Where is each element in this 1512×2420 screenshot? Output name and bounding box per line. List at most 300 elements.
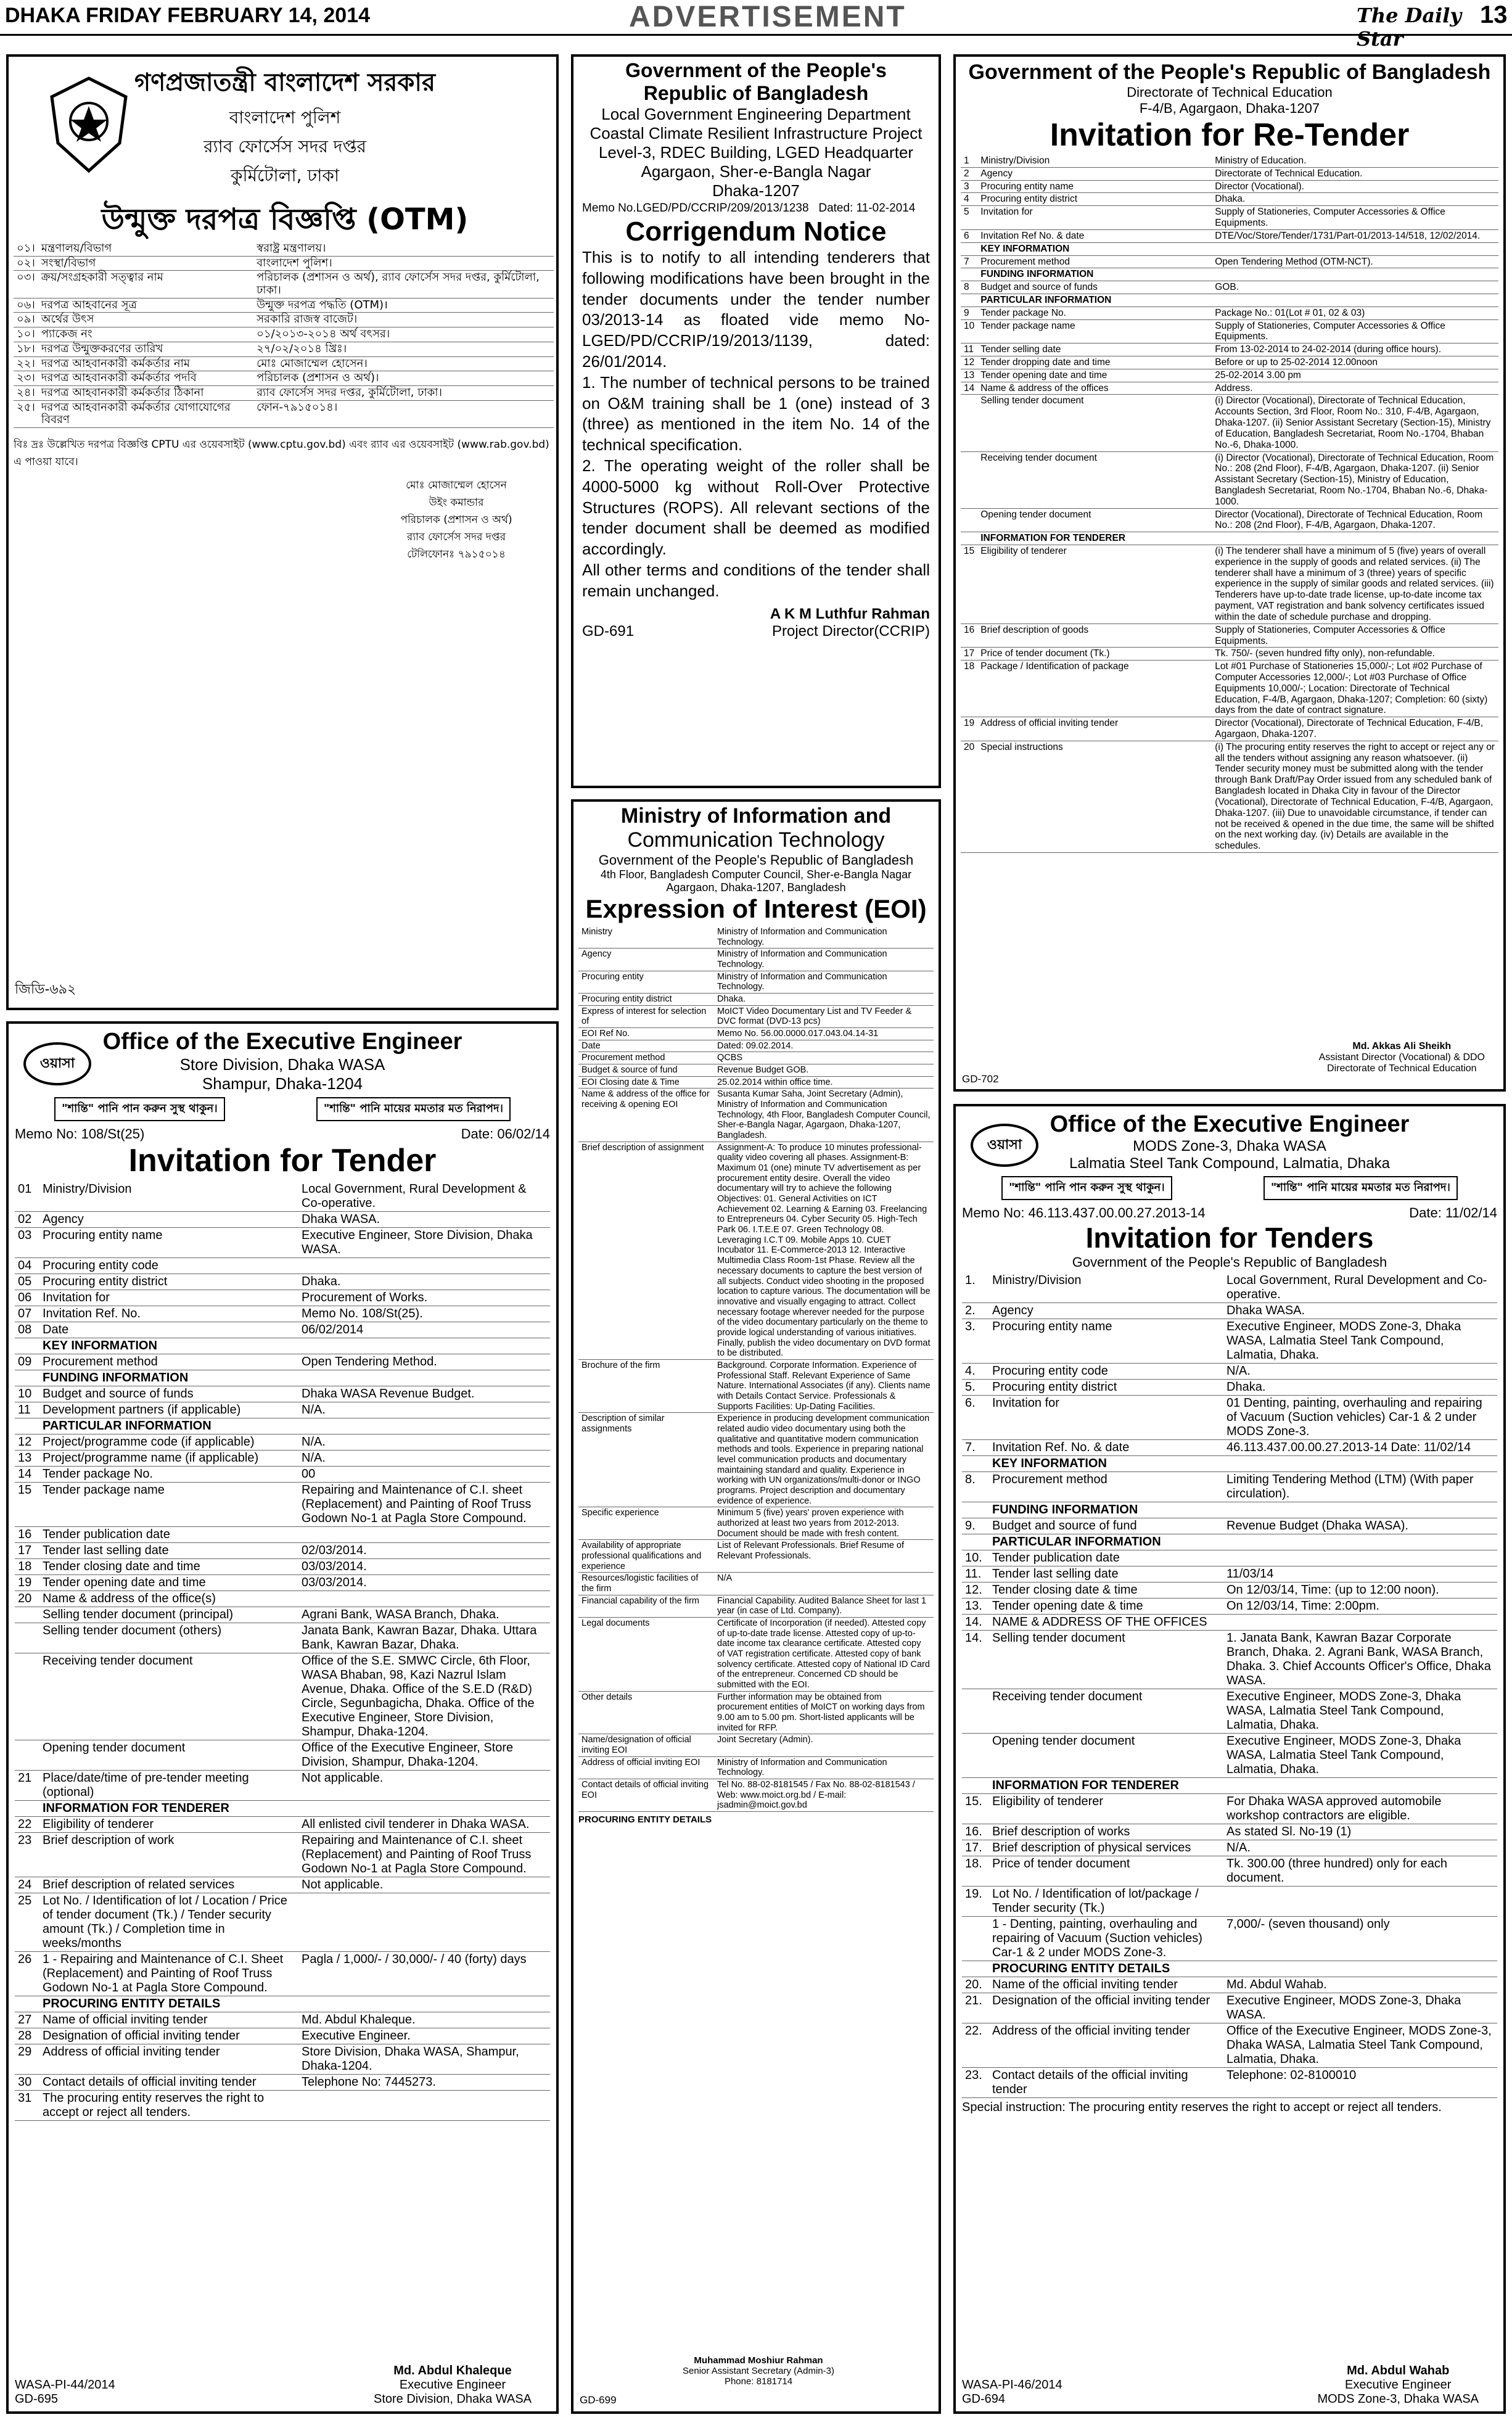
table-cell: PARTICULAR INFORMATION <box>989 1534 1223 1550</box>
table-row <box>15 2012 550 2028</box>
table-cell: 4 <box>961 193 977 206</box>
table-cell: Md. Abdul Wahab. <box>1223 1977 1497 1993</box>
table-cell: 01 Denting, painting, overhauling and repairing of Vacuum (Suction vehicles) Car-1 & 2 under MODS Zone-3. <box>1223 1396 1497 1440</box>
table-cell: Contact details of official inviting EOI <box>578 1779 714 1812</box>
table-cell <box>298 1338 550 1354</box>
section-title: ADVERTISEMENT <box>629 1 906 33</box>
table-row <box>961 307 1498 319</box>
table-cell: Date <box>578 1040 714 1052</box>
dte-line1: Directorate of Technical Education <box>1127 84 1333 100</box>
table-cell: Ministry of Information and Communication Technology. <box>714 949 934 971</box>
police-note: বিঃ দ্রঃ উল্লেখিত দরপত্র বিজ্ঞপ্তি CPTU এর ওয়েবসাইট (www.cptu.gov.bd) এবং র‌্যাব এর ওয়েবসাইট (www.rab.gov.bd) এ পাওয়া যাবে। <box>14 438 549 468</box>
table-row <box>15 1258 550 1274</box>
table-cell: 1 - Denting, painting, overhauling and repairing of Vacuum (Suction vehicles) Car-1 & 2 under MODS Zone-3. <box>989 1917 1223 1961</box>
lged-signer: A K M Luthfur Rahman <box>770 605 930 622</box>
table-cell <box>961 242 977 255</box>
table-row <box>578 1028 934 1040</box>
police-table <box>14 242 554 428</box>
table-row <box>962 1303 1497 1319</box>
table-row <box>14 298 554 313</box>
table-cell <box>15 1607 39 1623</box>
table-cell: 12 <box>961 356 977 369</box>
table-row <box>962 1396 1497 1440</box>
table-cell: Executive Engineer, MODS Zone-3, Dhaka WASA, Lalmatia Steel Tank Compound, Lalmatia, Dhaka. <box>1223 1319 1497 1364</box>
table-cell: Legal documents <box>578 1618 714 1692</box>
moict-code: GD-699 <box>580 2394 617 2406</box>
table-cell: 18 <box>15 1559 39 1575</box>
table-cell: 13. <box>962 1599 989 1615</box>
table-cell: FUNDING INFORMATION <box>989 1502 1223 1518</box>
table-cell: 21. <box>962 1993 989 2023</box>
table-cell: Executive Engineer. <box>298 2028 550 2044</box>
table-row <box>962 1824 1497 1840</box>
table-cell: Designation of the official inviting tender <box>989 1993 1223 2023</box>
table-cell: (i) Director (Vocational), Directorate of Technical Education, Room No.: 208 (2nd Floor), F-4/B, Agargaon, Dhaka-1207. (ii) Senior Assistant Secretary (Section-15), Ministry of Education, Bangladesh Secretariat, Room No.-1704, Bhaban No.-6, Dhaka-1000. <box>1212 451 1498 508</box>
table-cell: 30 <box>15 2075 39 2091</box>
table-cell <box>961 451 977 508</box>
table-row <box>578 1076 934 1089</box>
table-row <box>962 1840 1497 1856</box>
table-row <box>15 1996 550 2012</box>
signature-line: পরিচালক (প্রশাসন ও অর্থ) <box>400 513 512 526</box>
table-cell: Dhaka. <box>1212 193 1498 206</box>
table-cell: 13 <box>15 1451 39 1467</box>
table-cell: 09 <box>15 1354 39 1370</box>
table-row <box>15 2044 550 2075</box>
table-cell: উন্মুক্ত দরপত্র পদ্ধতি (OTM)। <box>253 298 554 313</box>
table-cell: Executive Engineer, MODS Zone-3, Dhaka WASA, Lalmatia Steel Tank Compound, Lalmatia, Dhaka. <box>1223 1689 1497 1734</box>
table-cell <box>298 1801 550 1817</box>
table-cell: 04 <box>15 1258 39 1274</box>
table-cell: Tk. 750/- (seven hundred fifty only), non-refundable. <box>1212 648 1498 661</box>
table-cell <box>1212 268 1498 281</box>
table-row <box>578 1691 934 1734</box>
table-cell: Ministry/Division <box>977 155 1212 167</box>
table-cell: 26 <box>15 1952 39 1996</box>
table-cell: N/A. <box>298 1402 550 1418</box>
table-row <box>15 1591 550 1607</box>
table-cell: 08 <box>15 1322 39 1338</box>
table-cell: Tender closing date & time <box>989 1582 1223 1599</box>
table-row <box>961 532 1498 545</box>
table-cell: ০১/২০১৩-২০১৪ অর্থ বৎসর। <box>253 327 554 342</box>
table-cell: From 13-02-2014 to 24-02-2014 (during office hours). <box>1212 344 1498 356</box>
table-cell: Minimum 5 (five) years' proven experience with authorized at least two years from 2012-2013. Document should be made with fresh content. <box>714 1507 934 1540</box>
table-cell: Lot #01 Purchase of Stationeries 15,000/-; Lot #02 Purchase of Computer Accessories 12,000/-; Lot #03 Purchase of Office Equipments 10,000/-; Location: Directorate of Technical Education, F-4/B, Agargaon, Dhaka-1207; Completion: 60 (sixty) days from the date of contract signature. <box>1212 661 1498 717</box>
police-title: গণপ্রজাতন্ত্রী বাংলাদেশ সরকার <box>134 68 435 97</box>
police-line4: কুর্মিটোলা, ঢাকা <box>230 165 340 186</box>
table-row <box>578 1595 934 1617</box>
table-cell: Lot No. / Identification of lot / Location / Price of tender document (Tk.) / Tender security amount (Tk.) / Completion time in weeks/months <box>39 1893 298 1952</box>
table-row <box>15 1386 550 1402</box>
table-cell: Dhaka. <box>298 1274 550 1290</box>
table-cell: Specific experience <box>578 1507 714 1540</box>
table-cell: 19 <box>961 717 977 741</box>
table-cell <box>961 294 977 307</box>
moict-line1: Government of the People's Republic of Bangladesh <box>598 852 914 868</box>
table-cell: Invitation for <box>39 1290 298 1306</box>
table-cell: N/A <box>714 1573 934 1595</box>
wasa2-slogan2: "শান্তি" পানি মায়ের মমতার মত নিরাপদ। <box>1263 1176 1458 1200</box>
table-cell: 15 <box>961 545 977 624</box>
table-cell <box>1223 1550 1497 1566</box>
table-cell: Tender closing date and time <box>39 1559 298 1575</box>
table-row <box>15 1274 550 1290</box>
table-cell <box>15 1996 39 2012</box>
table-cell: As stated Sl. No-19 (1) <box>1223 1824 1497 1840</box>
table-cell <box>1212 532 1498 545</box>
table-cell: Procuring entity district <box>39 1274 298 1290</box>
table-row <box>962 1631 1497 1689</box>
moict-title2: Communication Technology <box>627 828 885 852</box>
table-row <box>15 1543 550 1559</box>
table-row <box>15 1817 550 1833</box>
wasa2-signer: Md. Abdul Wahab <box>1347 2364 1450 2377</box>
table-cell: Brief description of work <box>39 1833 298 1877</box>
table-row <box>15 1771 550 1801</box>
table-row <box>14 356 554 371</box>
table-cell <box>298 1418 550 1434</box>
table-row <box>961 395 1498 451</box>
table-cell <box>298 1527 550 1543</box>
table-cell: KEY INFORMATION <box>39 1338 298 1354</box>
table-cell <box>298 1370 550 1386</box>
table-row <box>15 1653 550 1740</box>
table-cell: Package No.: 01(Lot # 01, 02 & 03) <box>1212 307 1498 319</box>
table-cell <box>961 268 977 281</box>
table-cell: Selling tender document <box>977 395 1212 451</box>
dte-signer-title: Assistant Director (Vocational) & DDO <box>1318 1052 1485 1063</box>
table-cell: Agency <box>578 949 714 971</box>
table-cell: দরপত্র আহবানকারী কর্মকর্তার ঠিকানা <box>38 385 253 400</box>
table-cell: Ministry <box>578 926 714 949</box>
table-cell: 05 <box>15 1274 39 1290</box>
table-cell: 1. Janata Bank, Kawran Bazar Corporate Branch, Dhaka. 2. Agrani Bank, WASA Branch, Dhaka. 3. Chief Accounts Officer's Office, Dhaka WASA. <box>1223 1631 1497 1689</box>
table-cell: 02/03/2014. <box>298 1543 550 1559</box>
table-cell: Memo No. 108/St(25). <box>298 1306 550 1322</box>
table-cell: 10 <box>961 319 977 344</box>
table-cell: Brief description of goods <box>977 624 1212 648</box>
table-cell: Procuring entity district <box>578 994 714 1006</box>
table-row <box>962 1502 1497 1518</box>
table-cell: Tender package name <box>39 1483 298 1527</box>
table-cell: 25.02.2014 within office time. <box>714 1076 934 1089</box>
wasa2-slogan1: "শান্তি" পানি পান করুন সুস্থ থাকুন। <box>1001 1176 1172 1200</box>
table-cell: 11. <box>962 1566 989 1582</box>
moict-section: PROCURING ENTITY DETAILS <box>578 1814 712 1825</box>
table-row <box>962 1917 1497 1961</box>
table-cell <box>962 1534 989 1550</box>
table-row <box>961 382 1498 395</box>
table-cell: Budget and source of funds <box>977 281 1212 294</box>
table-cell: 17 <box>961 648 977 661</box>
wasa-logo-icon <box>23 1042 91 1085</box>
table-cell: 16 <box>961 624 977 648</box>
table-cell: (i) The procuring entity reserves the right to accept or reject any or all the tenders without assigning any reason whatsoever. (ii) Tender security money must be submitted along with the tender through Bank Draft/Pay Order issued from any scheduled bank of Bangladesh located in Dhaka City in favour of the Director (Vocational), Directorate of Technical Education, F-4/B, Agargaon, Dhaka-1207. (iii) Due to unavoidable circumstance, if tender can not be received & opened in the due time, the same will be shifted on the next working day. (iv) Details are available in the schedules. <box>1212 741 1498 852</box>
table-row <box>15 1402 550 1418</box>
table-row <box>962 1794 1497 1824</box>
table-row <box>14 400 554 427</box>
table-cell: 06 <box>15 1290 39 1306</box>
table-cell: Tender last selling date <box>39 1543 298 1559</box>
table-cell: Name & address of the offices <box>977 382 1212 395</box>
table-row <box>15 1952 550 1996</box>
table-row <box>14 385 554 400</box>
table-cell: 03 <box>15 1228 39 1258</box>
table-cell: Not applicable. <box>298 1771 550 1801</box>
table-cell: Opening tender document <box>977 508 1212 532</box>
table-cell: Brochure of the firm <box>578 1359 714 1412</box>
table-cell: On 12/03/14, Time: 2:00pm. <box>1223 1599 1497 1615</box>
dte-table <box>961 155 1498 853</box>
table-cell: KEY INFORMATION <box>977 242 1212 255</box>
table-row <box>962 1472 1497 1502</box>
table-row <box>961 356 1498 369</box>
table-row <box>961 229 1498 242</box>
rab-tender-ad <box>6 54 559 1010</box>
table-cell: Further information may be obtained from procurement entities of MoICT on working days from 9.00 am to 5.00 pm. Short-listed applicants will be invited for RFP. <box>714 1691 934 1734</box>
table-row <box>962 2068 1497 2098</box>
table-cell: Executive Engineer, Store Division, Dhaka WASA. <box>298 1228 550 1258</box>
dte-code: GD-702 <box>962 1073 999 1085</box>
table-row <box>578 926 934 949</box>
table-cell: Address. <box>1212 382 1498 395</box>
table-cell: Availability of appropriate professional qualifications and experience <box>578 1540 714 1573</box>
table-cell: 15 <box>15 1483 39 1527</box>
table-cell: Financial Capability. Audited Balance Sheet for last 1 year (in case of Ltd. Company). <box>714 1595 934 1617</box>
table-cell: 25 <box>15 1893 39 1952</box>
table-row <box>578 1005 934 1027</box>
table-row <box>15 1575 550 1591</box>
table-cell <box>1223 1615 1497 1631</box>
table-cell: Procurement method <box>39 1354 298 1370</box>
table-cell: Open Tendering Method (OTM-NCT). <box>1212 255 1498 268</box>
police-line3: র‌্যাব ফোর্সেস সদর দপ্তর <box>203 136 366 157</box>
wasa1-line2: Shampur, Dhaka-1204 <box>202 1074 363 1093</box>
table-cell: 18 <box>961 661 977 717</box>
table-cell <box>298 1591 550 1607</box>
table-cell: Tender opening date and time <box>977 369 1212 382</box>
table-cell: Executive Engineer, MODS Zone-3, Dhaka WASA. <box>1223 1993 1497 2023</box>
lged-title1: Government of the People's <box>625 59 887 81</box>
lged-line5: Dhaka-1207 <box>712 181 800 200</box>
moict-heading: Expression of Interest (EOI) <box>585 894 927 923</box>
table-cell: Tender last selling date <box>989 1566 1223 1582</box>
table-cell: Date <box>39 1322 298 1338</box>
table-cell <box>15 1653 39 1740</box>
wasa2-logo-text: ওয়াসা <box>987 1137 1022 1153</box>
table-cell: 27 <box>15 2012 39 2028</box>
table-row <box>15 1322 550 1338</box>
table-cell: Ministry of Information and Communication Technology. <box>714 926 934 949</box>
table-cell: Selling tender document (others) <box>39 1623 298 1653</box>
table-cell: Tender publication date <box>39 1527 298 1543</box>
table-row <box>578 1052 934 1064</box>
moict-eoi-ad <box>571 799 941 2414</box>
table-cell: Supply of Stationeries, Computer Accessories & Office Equipments. <box>1212 319 1498 344</box>
table-row <box>578 1734 934 1756</box>
table-row <box>578 994 934 1006</box>
table-cell <box>1223 1534 1497 1550</box>
table-cell: 6 <box>961 229 977 242</box>
table-row <box>961 451 1498 508</box>
table-row <box>15 1228 550 1258</box>
table-cell: Agency <box>977 167 1212 180</box>
table-cell: 20 <box>15 1591 39 1607</box>
table-cell: Selling tender document (principal) <box>39 1607 298 1623</box>
table-cell: Not applicable. <box>298 1877 550 1893</box>
table-row <box>962 1456 1497 1472</box>
lged-signer-title: Project Director(CCRIP) <box>771 622 930 640</box>
wasa-store-ad <box>6 1021 559 2414</box>
table-cell: Procurement method <box>977 255 1212 268</box>
table-cell: Receiving tender document <box>39 1653 298 1740</box>
table-row <box>962 1856 1497 1887</box>
table-row <box>578 1413 934 1507</box>
table-cell: PARTICULAR INFORMATION <box>39 1418 298 1434</box>
table-cell <box>961 508 977 532</box>
table-cell: Before or up to 25-02-2014 12.00noon <box>1212 356 1498 369</box>
table-row <box>962 1380 1497 1396</box>
table-cell: Address of the official inviting tender <box>989 2023 1223 2068</box>
table-row <box>961 545 1498 624</box>
table-cell: Dhaka. <box>1223 1380 1497 1396</box>
table-cell: Dhaka. <box>714 994 934 1006</box>
table-cell: পরিচালক (প্রশাসন ও অর্থ)। <box>253 371 554 386</box>
table-cell: PROCURING ENTITY DETAILS <box>39 1996 298 2012</box>
table-row <box>962 1599 1497 1615</box>
table-cell: 19 <box>15 1575 39 1591</box>
table-row <box>962 1582 1497 1599</box>
table-cell: FUNDING INFORMATION <box>977 268 1212 281</box>
table-cell: Certificate of Incorporation (if needed). Attested copy of up-to-date trade license. Attested copy of up-to-date income tax clearance certificate. Attested copy of VAT registration certificate. Attested copy of bank solvency certificate. Attested copy of National ID Card of the entrepreneur. Concerned CD should be submitted with the EOI. <box>714 1618 934 1692</box>
table-cell: Tender opening date & time <box>989 1599 1223 1615</box>
lged-line3: Level-3, RDEC Building, LGED Headquarter <box>598 143 914 162</box>
table-cell: Tender selling date <box>977 344 1212 356</box>
table-cell: Brief description of assignment <box>578 1142 714 1359</box>
page-number: 13 <box>1480 1 1508 28</box>
moict-signer: Muhammad Moshiur Rahman <box>694 2355 823 2366</box>
table-cell: র‌্যাব ফোর্সেস সদর দপ্তর, কুর্মিটোলা, ঢাকা। <box>253 385 554 400</box>
table-row <box>962 2023 1497 2068</box>
table-cell: Memo No. 56.00.0000.017.043.04.14-31 <box>714 1028 934 1040</box>
table-cell: 10. <box>962 1550 989 1566</box>
table-cell: Invitation for <box>989 1396 1223 1440</box>
table-cell: Procurement method <box>578 1052 714 1064</box>
table-cell: মোঃ মোজাম্মেল হোসেন। <box>253 356 554 371</box>
table-cell <box>962 1456 989 1472</box>
table-cell: Address of official inviting tender <box>39 2044 298 2075</box>
table-row <box>962 1566 1497 1582</box>
signature-line: র‌্যাব ফোর্সেস সদর দপ্তর <box>406 530 506 543</box>
table-cell: Procuring entity <box>578 971 714 993</box>
table-cell: Receiving tender document <box>989 1689 1223 1734</box>
table-cell: Place/date/time of pre-tender meeting (optional) <box>39 1771 298 1801</box>
table-row <box>14 242 554 256</box>
table-row <box>14 371 554 386</box>
table-cell: Invitation for <box>977 206 1212 230</box>
signature-line: টেলিফোনঃ ৭৯১৫০১৪ <box>407 548 506 561</box>
table-cell: Local Government, Rural Development & Co-operative. <box>298 1182 550 1212</box>
table-row <box>14 327 554 342</box>
wasa1-heading: Invitation for Tender <box>128 1143 437 1179</box>
table-cell: 9. <box>962 1518 989 1534</box>
table-row <box>578 1573 934 1595</box>
table-row <box>961 344 1498 356</box>
moict-line2: 4th Floor, Bangladesh Computer Council, Sher-e-Bangla Nagar <box>600 868 912 881</box>
table-cell: 23. <box>962 2068 989 2098</box>
table-row <box>961 206 1498 230</box>
signature-line: মোঃ মোজাম্মেল হোসেন <box>406 479 507 492</box>
lged-para2: 1. The number of technical persons to be trained on O&M training shall be 1 (one) instead of 3 (three) as mentioned in the item No. 14 of the technical specification. <box>582 372 930 455</box>
table-cell: Special instructions <box>977 741 1212 852</box>
table-cell <box>1223 1502 1497 1518</box>
table-cell: QCBS <box>714 1052 934 1064</box>
dte-retender-ad <box>953 54 1506 1092</box>
table-cell: Procuring entity code <box>989 1364 1223 1380</box>
table-cell: দরপত্র আহবানকারী কর্মকর্তার যোগাযোগের বিবরণ <box>38 400 253 427</box>
table-cell: Tender package name <box>977 319 1212 344</box>
table-row <box>961 294 1498 307</box>
table-row <box>961 167 1498 180</box>
table-cell: 11/03/14 <box>1223 1566 1497 1582</box>
table-row <box>962 1518 1497 1534</box>
table-cell: 28 <box>15 2028 39 2044</box>
table-cell: EOI Ref No. <box>578 1028 714 1040</box>
table-cell <box>1223 1456 1497 1472</box>
table-row <box>962 1977 1497 1993</box>
table-cell: Lot No. / Identification of lot/package / Tender security (Tk.) <box>989 1887 1223 1917</box>
table-row <box>962 1440 1497 1456</box>
table-cell: Eligibility of tenderer <box>39 1817 298 1833</box>
table-row <box>578 1359 934 1412</box>
table-cell: Repairing and Maintenance of C.I. sheet (Replacement) and Painting of Roof Truss Godown No-1 at Pagla Store Compound. <box>298 1483 550 1527</box>
table-row <box>962 1615 1497 1631</box>
police-signature <box>359 477 554 564</box>
table-row <box>962 1550 1497 1566</box>
table-row <box>15 2028 550 2044</box>
page-header <box>0 0 1512 51</box>
lged-line1: Local Government Engineering Department <box>601 105 911 123</box>
table-cell: Agency <box>39 1212 298 1228</box>
table-row <box>961 648 1498 661</box>
table-cell: প্যাকেজ নং <box>38 327 253 342</box>
lged-date: Dated: 11-02-2014 <box>818 202 916 215</box>
table-cell: N/A. <box>298 1451 550 1467</box>
wasa1-memo: Memo No: 108/St(25) <box>15 1126 145 1142</box>
table-row <box>961 193 1498 206</box>
table-row <box>961 281 1498 294</box>
table-cell: Name & address of the office for receiving & opening EOI <box>578 1089 714 1142</box>
table-cell: 25-02-2014 3.00 pm <box>1212 369 1498 382</box>
table-cell: 18. <box>962 1856 989 1887</box>
table-cell: Supply of Stationeries, Computer Accessories & Office Equipments. <box>1212 206 1498 230</box>
table-row <box>15 1418 550 1434</box>
table-row <box>15 1527 550 1543</box>
table-row <box>15 2075 550 2091</box>
table-cell <box>298 1893 550 1952</box>
table-cell: Repairing and Maintenance of C.I. sheet (Replacement) and Painting of Roof Truss Godown No-1 at Pagla Store Compound. <box>298 1833 550 1877</box>
table-row <box>15 2091 550 2121</box>
table-cell: Dhaka WASA Revenue Budget. <box>298 1386 550 1402</box>
dte-signer: Md. Akkas Ali Sheikh <box>1352 1041 1452 1052</box>
wasa2-line1: MODS Zone-3, Dhaka WASA <box>1133 1138 1326 1154</box>
table-cell: Procuring entity name <box>989 1319 1223 1364</box>
table-cell <box>15 1623 39 1653</box>
table-cell: ২৪। <box>14 385 38 400</box>
wasa1-slogan2: "শান্তি" পানি মায়ের মমতার মত নিরাপদ। <box>316 1097 511 1121</box>
table-cell: 17. <box>962 1840 989 1856</box>
